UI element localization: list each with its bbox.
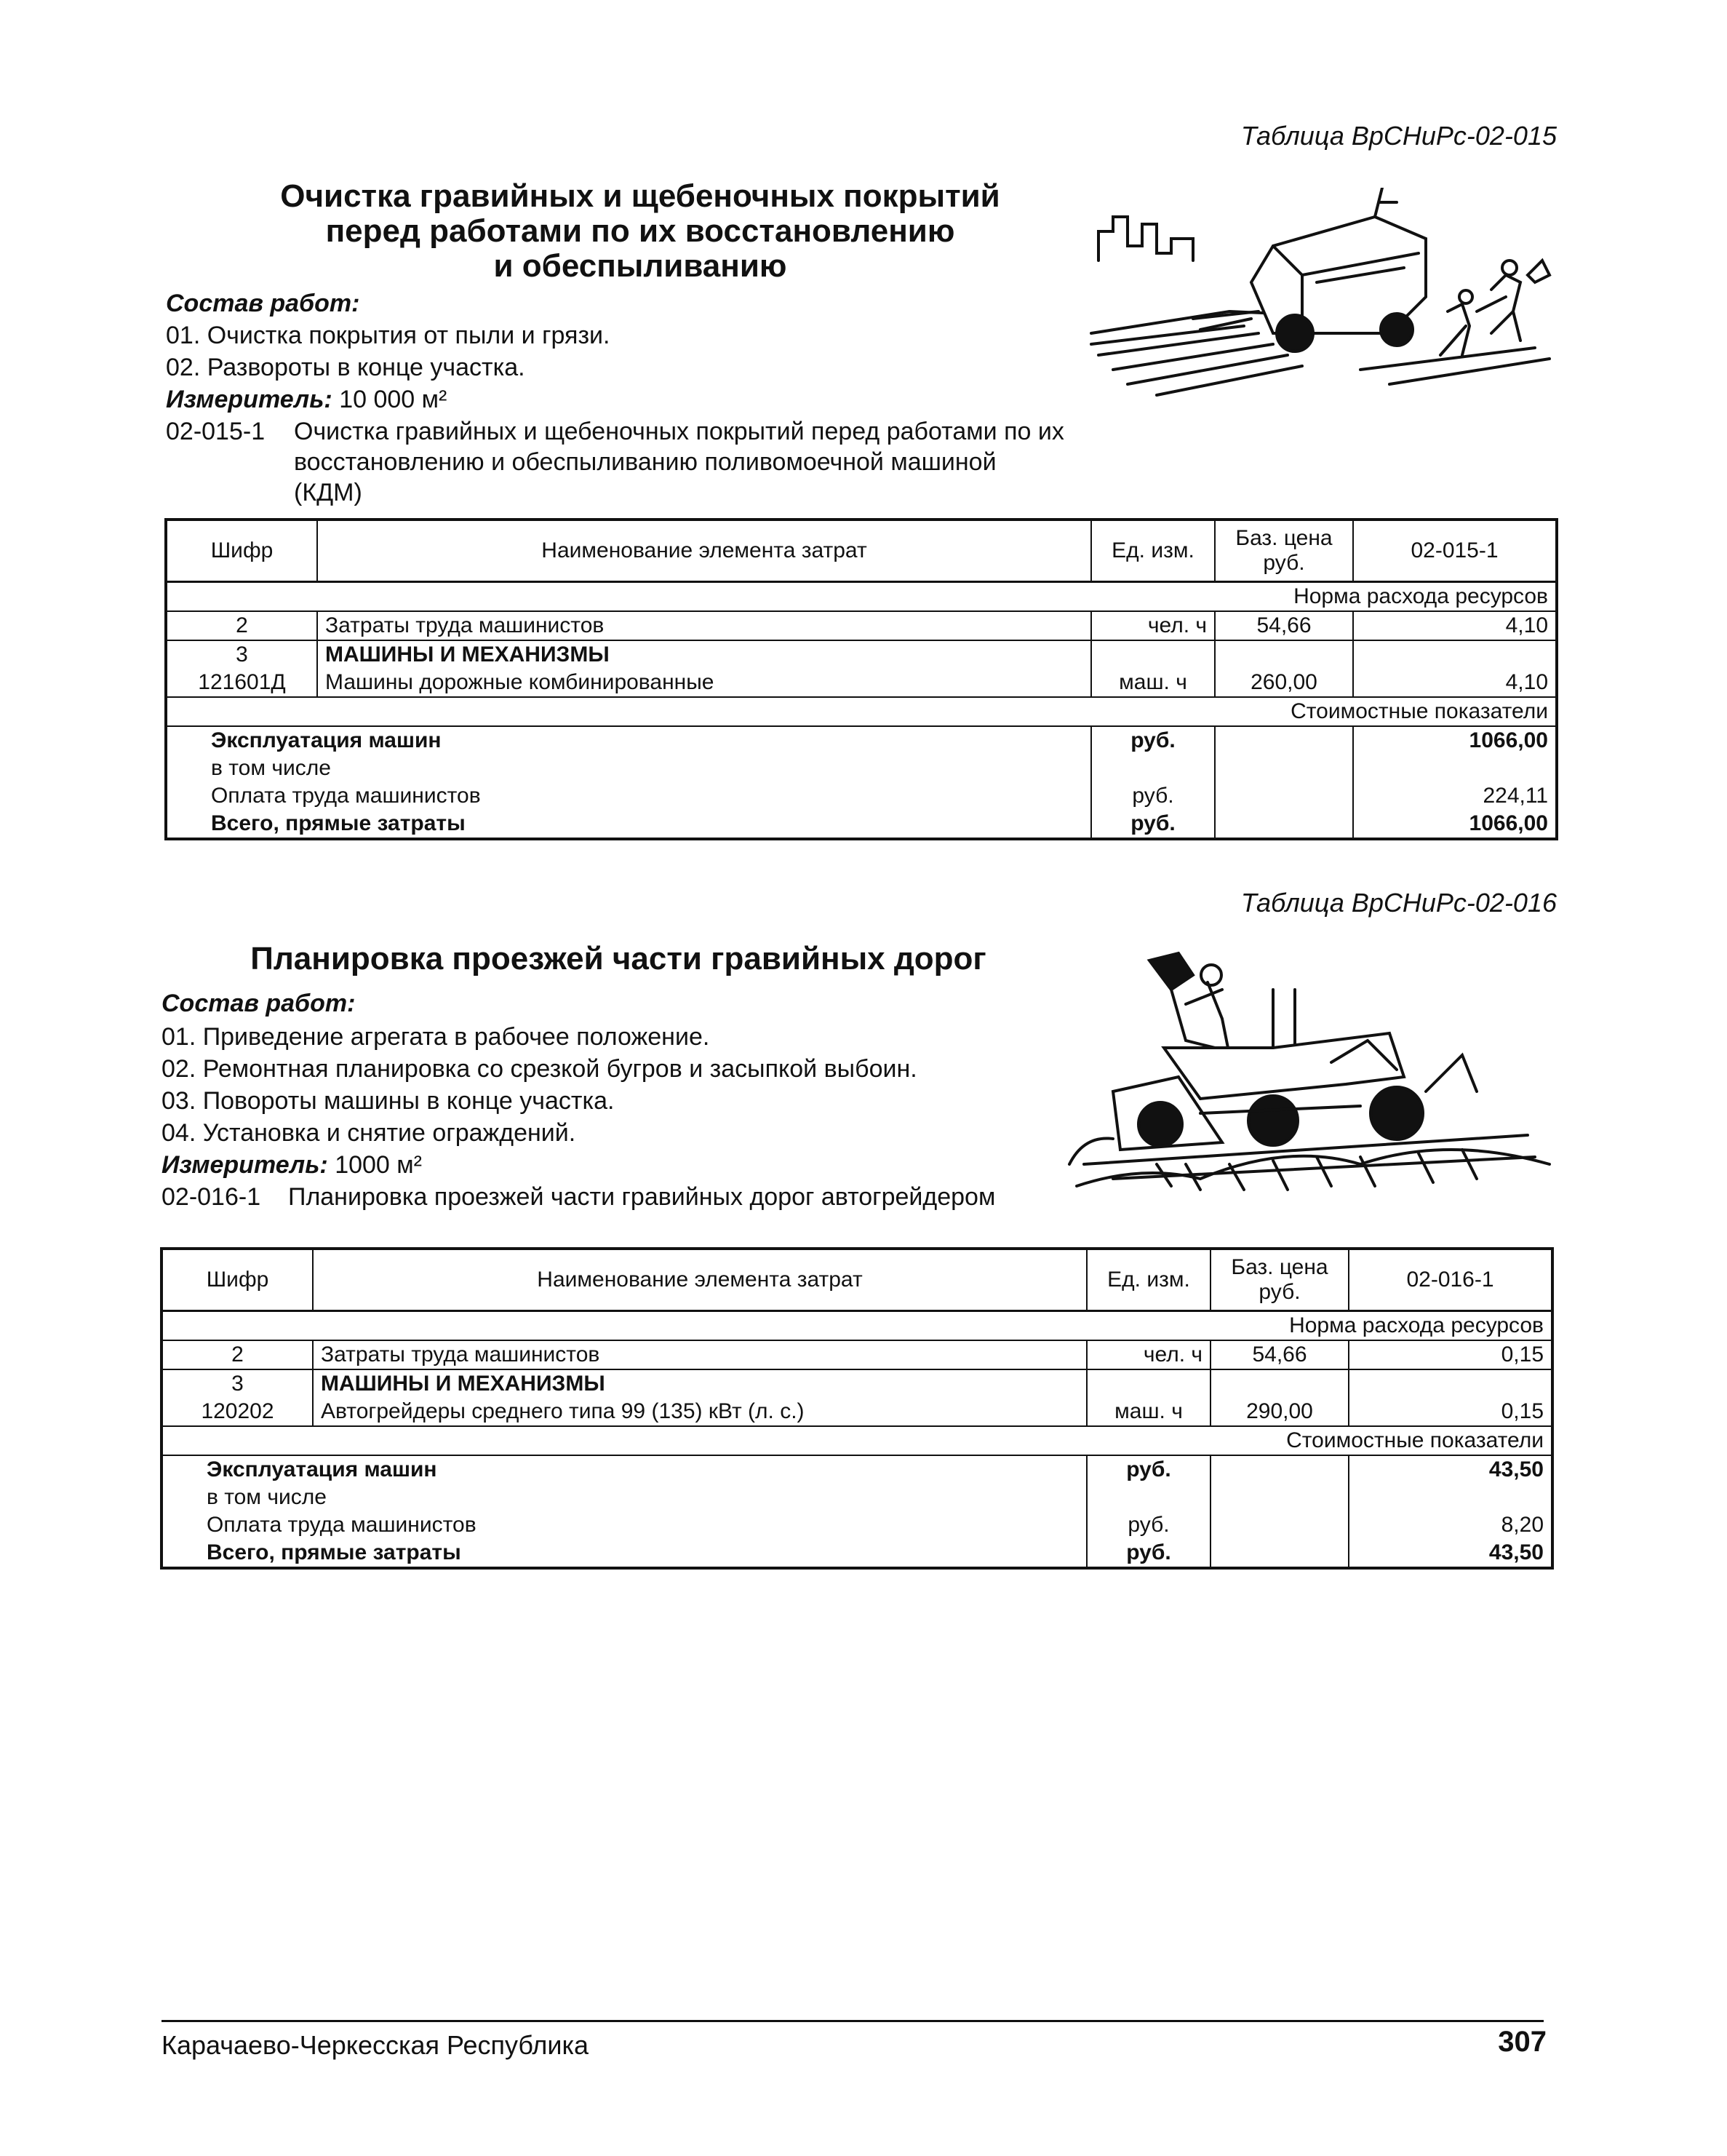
- footer-region: Карачаево-Черкесская Республика: [161, 2030, 589, 2060]
- table-row: [166, 640, 1557, 669]
- cost-unit: [1091, 755, 1215, 782]
- title-line: Очистка гравийных и щебеночных покрытий: [280, 178, 1000, 214]
- cell-value: 4,10: [1353, 669, 1557, 697]
- table-reference: Таблица ВрСНиРс-02-015: [1240, 121, 1557, 151]
- cost-empty: [1211, 1484, 1349, 1511]
- table-header-row: [166, 520, 1557, 582]
- cell-value: 0,15: [1349, 1340, 1552, 1369]
- item-text: Планировка проезжей части гравийных дорог автогрейдером: [288, 1183, 996, 1211]
- cost-row: [166, 726, 1557, 755]
- norm-label: Норма расхода ресурсов: [166, 582, 1557, 612]
- cell-unit: маш. ч: [1087, 1398, 1211, 1426]
- cell-name: Затраты труда машинистов: [317, 611, 1091, 640]
- works-label: Состав работ:: [166, 290, 360, 317]
- cell-unit: [1087, 1369, 1211, 1398]
- title-line: Планировка проезжей части гравийных дорог: [250, 941, 986, 976]
- cost-table: [160, 1247, 1554, 1570]
- measure-line: [166, 384, 447, 415]
- cost-table: [164, 518, 1558, 840]
- cell-unit: маш. ч: [1091, 669, 1215, 697]
- cost-name: Оплата труда машинистов: [166, 782, 1091, 810]
- work-item: 01. Приведение агрегата в рабочее положение.: [161, 1023, 710, 1051]
- cost-section-row: [166, 697, 1557, 726]
- cost-row: [161, 1455, 1552, 1484]
- item-description: [166, 416, 1065, 508]
- col-header: Ед. изм.: [1087, 1249, 1211, 1311]
- cell-unit: [1091, 640, 1215, 669]
- col-header: Баз. цена руб.: [1215, 520, 1353, 582]
- work-item: 03. Повороты машины в конце участка.: [161, 1087, 615, 1115]
- cell-name: Затраты труда машинистов: [313, 1340, 1087, 1369]
- cost-value: 224,11: [1353, 782, 1557, 810]
- col-header: Баз. цена руб.: [1211, 1249, 1349, 1311]
- cost-name: Оплата труда машинистов: [161, 1511, 1087, 1539]
- measure-value: 1000 м²: [335, 1151, 422, 1179]
- cell-code: 2: [161, 1340, 313, 1369]
- cost-label: Стоимостные показатели: [166, 697, 1557, 726]
- cost-row: [161, 1511, 1552, 1539]
- cell-price: 260,00: [1215, 669, 1353, 697]
- item-code: 02-015-1: [166, 418, 266, 445]
- cell-price: 54,66: [1215, 611, 1353, 640]
- norm-section-row: [166, 582, 1557, 612]
- measure-label: Измеритель:: [161, 1151, 328, 1179]
- measure-label: Измеритель:: [166, 386, 332, 413]
- cell-price: 290,00: [1211, 1398, 1349, 1426]
- cell-name: МАШИНЫ И МЕХАНИЗМЫ: [313, 1369, 1087, 1398]
- cost-value: 43,50: [1349, 1455, 1552, 1484]
- cost-unit: руб.: [1091, 782, 1215, 810]
- cell-name: МАШИНЫ И МЕХАНИЗМЫ: [317, 640, 1091, 669]
- table-row: [161, 1398, 1552, 1426]
- cost-unit: руб.: [1087, 1455, 1211, 1484]
- measure-value: 10 000 м²: [339, 386, 447, 413]
- cell-code: 121601Д: [166, 669, 317, 697]
- cell-value: [1349, 1369, 1552, 1398]
- cost-name: Всего, прямые затраты: [166, 810, 1091, 839]
- section-title: [218, 179, 1062, 284]
- cost-name: в том числе: [166, 755, 1091, 782]
- cell-price: 54,66: [1211, 1340, 1349, 1369]
- footer-divider: [161, 2020, 1544, 2022]
- col-header: Шифр: [161, 1249, 313, 1311]
- cost-row: [161, 1539, 1552, 1568]
- work-item: 01. Очистка покрытия от пыли и грязи.: [166, 322, 610, 349]
- table-row: [161, 1340, 1552, 1369]
- grader-illustration: [1055, 946, 1564, 1208]
- cell-code: 120202: [161, 1398, 313, 1426]
- cost-row: [161, 1484, 1552, 1511]
- cost-empty: [1215, 755, 1353, 782]
- work-item: 02. Развороты в конце участка.: [166, 354, 525, 381]
- cost-empty: [1211, 1511, 1349, 1539]
- cost-row: [166, 782, 1557, 810]
- cost-name: Эксплуатация машин: [161, 1455, 1087, 1484]
- cost-unit: руб.: [1087, 1511, 1211, 1539]
- measure-line: [161, 1150, 422, 1180]
- cell-name: Машины дорожные комбинированные: [317, 669, 1091, 697]
- cell-name: Автогрейдеры среднего типа 99 (135) кВт (л. с.): [313, 1398, 1087, 1426]
- cost-row: [166, 755, 1557, 782]
- cost-value: 1066,00: [1353, 726, 1557, 755]
- cost-empty: [1215, 726, 1353, 755]
- cost-name: в том числе: [161, 1484, 1087, 1511]
- cost-value: 43,50: [1349, 1539, 1552, 1568]
- col-header: Наименование элемента затрат: [313, 1249, 1087, 1311]
- item-code: 02-016-1: [161, 1183, 261, 1211]
- cost-section-row: [161, 1426, 1552, 1455]
- page-number: 307: [1498, 2026, 1547, 2058]
- cell-value: [1353, 640, 1557, 669]
- col-header: Шифр: [166, 520, 317, 582]
- cell-price: [1215, 640, 1353, 669]
- col-header: 02-016-1: [1349, 1249, 1552, 1311]
- cost-empty: [1211, 1539, 1349, 1568]
- norm-section-row: [161, 1311, 1552, 1341]
- cost-unit: руб.: [1091, 726, 1215, 755]
- cost-label: Стоимостные показатели: [161, 1426, 1552, 1455]
- item-text: Очистка гравийных и щебеночных покрытий перед работами по их восстановлению и обеспыливанию поливомоечной машиной (КДМ): [294, 418, 1064, 506]
- cell-unit: чел. ч: [1087, 1340, 1211, 1369]
- work-item: 04. Установка и снятие ограждений.: [161, 1119, 576, 1147]
- cost-name: Эксплуатация машин: [166, 726, 1091, 755]
- sweeper-truck-illustration: [1084, 188, 1557, 406]
- table-row: [166, 669, 1557, 697]
- table-row: [166, 611, 1557, 640]
- works-label: Состав работ:: [161, 990, 356, 1017]
- work-item: 02. Ремонтная планировка со срезкой бугров и засыпкой выбоин.: [161, 1055, 917, 1083]
- cost-value: 1066,00: [1353, 810, 1557, 839]
- table-reference: Таблица ВрСНиРс-02-016: [1240, 888, 1557, 918]
- cost-unit: [1087, 1484, 1211, 1511]
- table-row: [161, 1369, 1552, 1398]
- cell-price: [1211, 1369, 1349, 1398]
- cost-empty: [1215, 810, 1353, 839]
- section-title: [182, 942, 1055, 976]
- cost-unit: руб.: [1091, 810, 1215, 839]
- col-header: Ед. изм.: [1091, 520, 1215, 582]
- cost-name: Всего, прямые затраты: [161, 1539, 1087, 1568]
- cost-row: [166, 810, 1557, 839]
- cell-code: 3: [161, 1369, 313, 1398]
- cell-value: 4,10: [1353, 611, 1557, 640]
- cost-unit: руб.: [1087, 1539, 1211, 1568]
- cost-empty: [1211, 1455, 1349, 1484]
- title-line: и обеспыливанию: [493, 248, 787, 284]
- cell-code: 2: [166, 611, 317, 640]
- col-header: 02-015-1: [1353, 520, 1557, 582]
- cost-empty: [1215, 782, 1353, 810]
- cost-value: [1353, 755, 1557, 782]
- norm-label: Норма расхода ресурсов: [161, 1311, 1552, 1341]
- col-header: Наименование элемента затрат: [317, 520, 1091, 582]
- cost-value: [1349, 1484, 1552, 1511]
- cell-unit: чел. ч: [1091, 611, 1215, 640]
- cell-code: 3: [166, 640, 317, 669]
- table-header-row: [161, 1249, 1552, 1311]
- title-line: перед работами по их восстановлению: [325, 213, 955, 249]
- cell-value: 0,15: [1349, 1398, 1552, 1426]
- cost-value: 8,20: [1349, 1511, 1552, 1539]
- item-description: [161, 1182, 995, 1212]
